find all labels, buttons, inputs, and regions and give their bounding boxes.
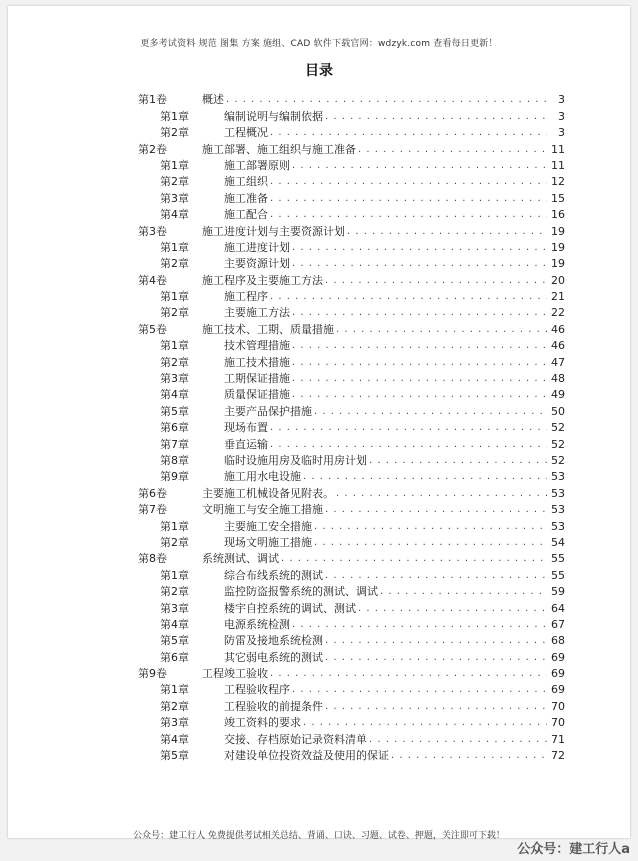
toc-chapter-entry[interactable] <box>138 287 565 303</box>
toc-chapter-entry[interactable] <box>138 205 565 221</box>
toc-entry-number: 第2章 <box>160 355 189 369</box>
toc-entry-number: 第1章 <box>160 109 189 123</box>
toc-entry-title: 主要施工机械设备见附表。 <box>202 486 334 500</box>
toc-entry-title: 文明施工与安全施工措施 <box>202 503 323 517</box>
toc-page-number: 19 <box>551 257 565 271</box>
toc-entry-number: 第1章 <box>160 519 189 533</box>
toc-entry-number: 第3章 <box>160 191 189 205</box>
toc-chapter-entry[interactable] <box>138 418 565 434</box>
toc-page-number: 16 <box>551 208 565 222</box>
toc-chapter-entry[interactable] <box>138 401 565 417</box>
toc-entry-title: 主要资源计划 <box>224 257 290 271</box>
toc-leader-dots <box>292 683 547 696</box>
toc-entry-number: 第3章 <box>160 601 189 615</box>
toc-page-number: 68 <box>551 634 565 648</box>
toc-leader-dots <box>292 388 547 401</box>
toc-entry-title: 现场文明施工措施 <box>224 535 312 549</box>
toc-page-number: 11 <box>551 158 565 172</box>
toc-entry-title: 施工准备 <box>224 191 268 205</box>
toc-page-number: 15 <box>551 191 565 205</box>
toc-page-number: 69 <box>551 683 565 697</box>
toc-leader-dots <box>314 520 547 533</box>
toc-leader-dots <box>358 143 547 156</box>
toc-entry-number: 第1章 <box>160 683 189 697</box>
toc-entry-number: 第6章 <box>160 650 189 664</box>
toc-leader-dots <box>292 306 547 319</box>
toc-page-number: 53 <box>551 519 565 533</box>
toc-entry-number: 第6章 <box>160 421 189 435</box>
toc-chapter-entry[interactable] <box>138 385 565 401</box>
toc-entry-number: 第5章 <box>160 749 189 763</box>
toc-entry-title: 工程验收程序 <box>224 683 290 697</box>
toc-entry-number: 第9卷 <box>138 667 167 681</box>
toc-volume-entry[interactable] <box>138 483 565 499</box>
toc-entry-number: 第5章 <box>160 404 189 418</box>
toc-entry-number: 第1章 <box>160 339 189 353</box>
toc-entry-title: 现场布置 <box>224 421 268 435</box>
toc-page-number: 69 <box>551 650 565 664</box>
toc-entry-number: 第3卷 <box>138 224 167 238</box>
toc-page-number: 69 <box>551 667 565 681</box>
toc-page-number: 46 <box>551 339 565 353</box>
toc-page-number: 48 <box>551 372 565 386</box>
toc-page-number: 67 <box>551 617 565 631</box>
toc-leader-dots <box>270 126 547 139</box>
toc-entry-title: 施工进度计划 <box>224 240 290 254</box>
toc-leader-dots <box>314 536 547 549</box>
toc-page-number: 53 <box>551 470 565 484</box>
toc-entry-number: 第7卷 <box>138 503 167 517</box>
toc-chapter-entry[interactable] <box>138 369 565 385</box>
toc-entry-title: 施工用水电设施 <box>224 470 301 484</box>
toc-entry-title: 其它弱电系统的测试 <box>224 650 323 664</box>
toc-entry-number: 第5卷 <box>138 322 167 336</box>
toc-entry-title: 竣工资料的要求 <box>224 716 301 730</box>
toc-entry-title: 主要施工安全措施 <box>224 519 312 533</box>
toc-entry-title: 施工配合 <box>224 208 268 222</box>
toc-leader-dots <box>281 552 547 565</box>
toc-page-number: 71 <box>551 732 565 746</box>
toc-page-number: 72 <box>551 749 565 763</box>
toc-entry-number: 第4章 <box>160 732 189 746</box>
toc-leader-dots <box>336 323 547 336</box>
toc-entry-number: 第3章 <box>160 716 189 730</box>
toc-volume-entry[interactable] <box>138 90 565 106</box>
toc-page-number: 53 <box>551 503 565 517</box>
toc-entry-title: 编制说明与编制依据 <box>224 109 323 123</box>
toc-leader-dots <box>325 700 547 713</box>
toc-leader-dots <box>358 602 547 615</box>
toc-entry-title: 临时设施用房及临时用房计划 <box>224 453 367 467</box>
toc-leader-dots <box>369 454 547 467</box>
toc-entry-number: 第4章 <box>160 208 189 222</box>
toc-entry-number: 第2章 <box>160 699 189 713</box>
toc-page-number: 20 <box>551 273 565 287</box>
toc-entry-number: 第9章 <box>160 470 189 484</box>
page-header: 更多考试资料 规范 图集 方案 施组、CAD 软件下载官网：wdzyk.com 查看每日更新！ <box>140 39 498 49</box>
toc-leader-dots <box>292 356 547 369</box>
toc-entry-title: 交接、存档原始记录资料清单 <box>224 732 367 746</box>
toc-chapter-entry[interactable] <box>138 647 565 663</box>
toc-entry-title: 主要产品保护措施 <box>224 404 312 418</box>
toc-entry-title: 施工部署、施工组织与施工准备 <box>202 142 356 156</box>
toc-page-number: 59 <box>551 585 565 599</box>
toc-leader-dots <box>270 438 547 451</box>
toc-entry-title: 质量保证措施 <box>224 388 290 402</box>
toc-entry-title: 垂直运输 <box>224 437 268 451</box>
toc-chapter-entry[interactable] <box>138 582 565 598</box>
toc-page-number: 52 <box>551 421 565 435</box>
toc-volume-entry[interactable] <box>138 500 565 516</box>
toc-page-number: 49 <box>551 388 565 402</box>
toc-entry-number: 第2章 <box>160 257 189 271</box>
toc-entry-title: 概述 <box>202 93 224 107</box>
toc-entry-title: 工程概况 <box>224 126 268 140</box>
toc-entry-number: 第2章 <box>160 535 189 549</box>
toc-entry-number: 第4章 <box>160 388 189 402</box>
toc-entry-title: 综合布线系统的测试 <box>224 568 323 582</box>
toc-entry-title: 施工技术措施 <box>224 355 290 369</box>
toc-page-number: 70 <box>551 699 565 713</box>
toc-entry-number: 第6卷 <box>138 486 167 500</box>
toc-page-number: 3 <box>558 109 565 123</box>
toc-page-number: 52 <box>551 437 565 451</box>
toc-entry-title: 工期保证措施 <box>224 372 290 386</box>
toc-volume-entry[interactable] <box>138 319 565 335</box>
toc-page-number: 53 <box>551 486 565 500</box>
toc-page-number: 46 <box>551 322 565 336</box>
toc-chapter-entry[interactable] <box>138 713 565 729</box>
table-of-contents <box>138 90 565 762</box>
toc-leader-dots <box>270 208 547 221</box>
toc-chapter-entry[interactable] <box>138 533 565 549</box>
toc-entry-number: 第2章 <box>160 306 189 320</box>
toc-chapter-entry[interactable] <box>138 680 565 696</box>
toc-leader-dots <box>391 749 547 762</box>
toc-leader-dots <box>270 421 547 434</box>
toc-chapter-entry[interactable] <box>138 631 565 647</box>
watermark-text: 公众号：建工行人a <box>517 842 630 857</box>
toc-entry-number: 第1章 <box>160 290 189 304</box>
toc-chapter-entry[interactable] <box>138 303 565 319</box>
toc-leader-dots <box>292 372 547 385</box>
toc-chapter-entry[interactable] <box>138 565 565 581</box>
toc-volume-entry[interactable] <box>138 270 565 286</box>
toc-chapter-entry[interactable] <box>138 516 565 532</box>
toc-leader-dots <box>325 274 547 287</box>
toc-chapter-entry[interactable] <box>138 156 565 172</box>
toc-leader-dots <box>325 569 547 582</box>
toc-leader-dots <box>292 339 547 352</box>
toc-page-number: 3 <box>558 93 565 107</box>
toc-entry-title: 对建设单位投资效益及使用的保证 <box>224 749 389 763</box>
toc-entry-number: 第8章 <box>160 453 189 467</box>
toc-chapter-entry[interactable] <box>138 172 565 188</box>
toc-page-number: 64 <box>551 601 565 615</box>
toc-leader-dots <box>369 733 547 746</box>
toc-leader-dots <box>292 159 547 172</box>
toc-leader-dots <box>292 257 547 270</box>
toc-chapter-entry[interactable] <box>138 188 565 204</box>
toc-entry-number: 第2章 <box>160 175 189 189</box>
toc-page-number: 11 <box>551 142 565 156</box>
toc-page-number: 21 <box>551 290 565 304</box>
toc-entry-number: 第1章 <box>160 158 189 172</box>
toc-chapter-entry[interactable] <box>138 106 565 122</box>
toc-entry-number: 第2章 <box>160 126 189 140</box>
toc-entry-number: 第3章 <box>160 372 189 386</box>
toc-entry-number: 第2章 <box>160 585 189 599</box>
toc-chapter-entry[interactable] <box>138 254 565 270</box>
toc-page-number: 22 <box>551 306 565 320</box>
toc-entry-number: 第5章 <box>160 634 189 648</box>
toc-volume-entry[interactable] <box>138 549 565 565</box>
toc-leader-dots <box>325 503 547 516</box>
toc-entry-title: 施工技术、工期、质量措施 <box>202 322 334 336</box>
toc-leader-dots <box>325 110 547 123</box>
toc-entry-number: 第4卷 <box>138 273 167 287</box>
toc-chapter-entry[interactable] <box>138 352 565 368</box>
toc-entry-title: 监控防盗报警系统的测试、调试 <box>224 585 378 599</box>
toc-chapter-entry[interactable] <box>138 615 565 631</box>
toc-entry-title: 工程验收的前提条件 <box>224 699 323 713</box>
toc-chapter-entry[interactable] <box>138 729 565 745</box>
toc-entry-number: 第1章 <box>160 240 189 254</box>
toc-page-number: 19 <box>551 240 565 254</box>
toc-entry-number: 第1章 <box>160 568 189 582</box>
toc-leader-dots <box>325 634 547 647</box>
toc-page-number: 54 <box>551 535 565 549</box>
toc-page-number: 47 <box>551 355 565 369</box>
toc-chapter-entry[interactable] <box>138 598 565 614</box>
toc-volume-entry[interactable] <box>138 221 565 237</box>
toc-chapter-entry[interactable] <box>138 696 565 712</box>
toc-entry-title: 施工部署原则 <box>224 158 290 172</box>
toc-entry-title: 施工进度计划与主要资源计划 <box>202 224 345 238</box>
toc-page-number: 52 <box>551 453 565 467</box>
toc-page-number: 12 <box>551 175 565 189</box>
toc-entry-number: 第8卷 <box>138 552 167 566</box>
toc-page-number: 50 <box>551 404 565 418</box>
toc-leader-dots <box>336 487 547 500</box>
toc-leader-dots <box>270 192 547 205</box>
toc-entry-title: 工程竣工验收 <box>202 667 268 681</box>
toc-entry-title: 主要施工方法 <box>224 306 290 320</box>
toc-chapter-entry[interactable] <box>138 467 565 483</box>
toc-leader-dots <box>347 225 547 238</box>
toc-entry-title: 电源系统检测 <box>224 617 290 631</box>
toc-leader-dots <box>270 175 547 188</box>
toc-entry-number: 第2卷 <box>138 142 167 156</box>
toc-chapter-entry[interactable] <box>138 238 565 254</box>
toc-page-number: 55 <box>551 568 565 582</box>
toc-leader-dots <box>303 716 547 729</box>
toc-volume-entry[interactable] <box>138 139 565 155</box>
toc-leader-dots <box>270 290 547 303</box>
toc-leader-dots <box>292 241 547 254</box>
toc-entry-title: 系统测试、调试 <box>202 552 279 566</box>
page-footer: 公众号：建工行人 免费提供考试相关总结、背诵、口诀、习题、试卷、押题，关注即可下载！ <box>133 831 505 841</box>
toc-leader-dots <box>325 651 547 664</box>
toc-entry-number: 第4章 <box>160 617 189 631</box>
toc-chapter-entry[interactable] <box>138 123 565 139</box>
toc-entry-title: 施工组织 <box>224 175 268 189</box>
toc-leader-dots <box>270 667 547 680</box>
toc-leader-dots <box>314 405 547 418</box>
toc-leader-dots <box>292 618 547 631</box>
toc-entry-title: 楼宇自控系统的调试、测试 <box>224 601 356 615</box>
toc-page-number: 70 <box>551 716 565 730</box>
toc-page-number: 3 <box>558 126 565 140</box>
toc-leader-dots <box>380 585 547 598</box>
page-title: 目录 <box>305 63 333 79</box>
toc-volume-entry[interactable] <box>138 664 565 680</box>
toc-entry-title: 防雷及接地系统检测 <box>224 634 323 648</box>
toc-entry-title: 施工程序及主要施工方法 <box>202 273 323 287</box>
toc-chapter-entry[interactable] <box>138 434 565 450</box>
toc-leader-dots <box>226 93 547 106</box>
document-page <box>8 6 630 841</box>
toc-entry-number: 第1卷 <box>138 93 167 107</box>
toc-chapter-entry[interactable] <box>138 451 565 467</box>
toc-chapter-entry[interactable] <box>138 336 565 352</box>
toc-entry-title: 技术管理措施 <box>224 339 290 353</box>
toc-page-number: 55 <box>551 552 565 566</box>
toc-entry-number: 第7章 <box>160 437 189 451</box>
toc-chapter-entry[interactable] <box>138 746 565 762</box>
toc-entry-title: 施工程序 <box>224 290 268 304</box>
toc-page-number: 19 <box>551 224 565 238</box>
toc-leader-dots <box>303 470 547 483</box>
